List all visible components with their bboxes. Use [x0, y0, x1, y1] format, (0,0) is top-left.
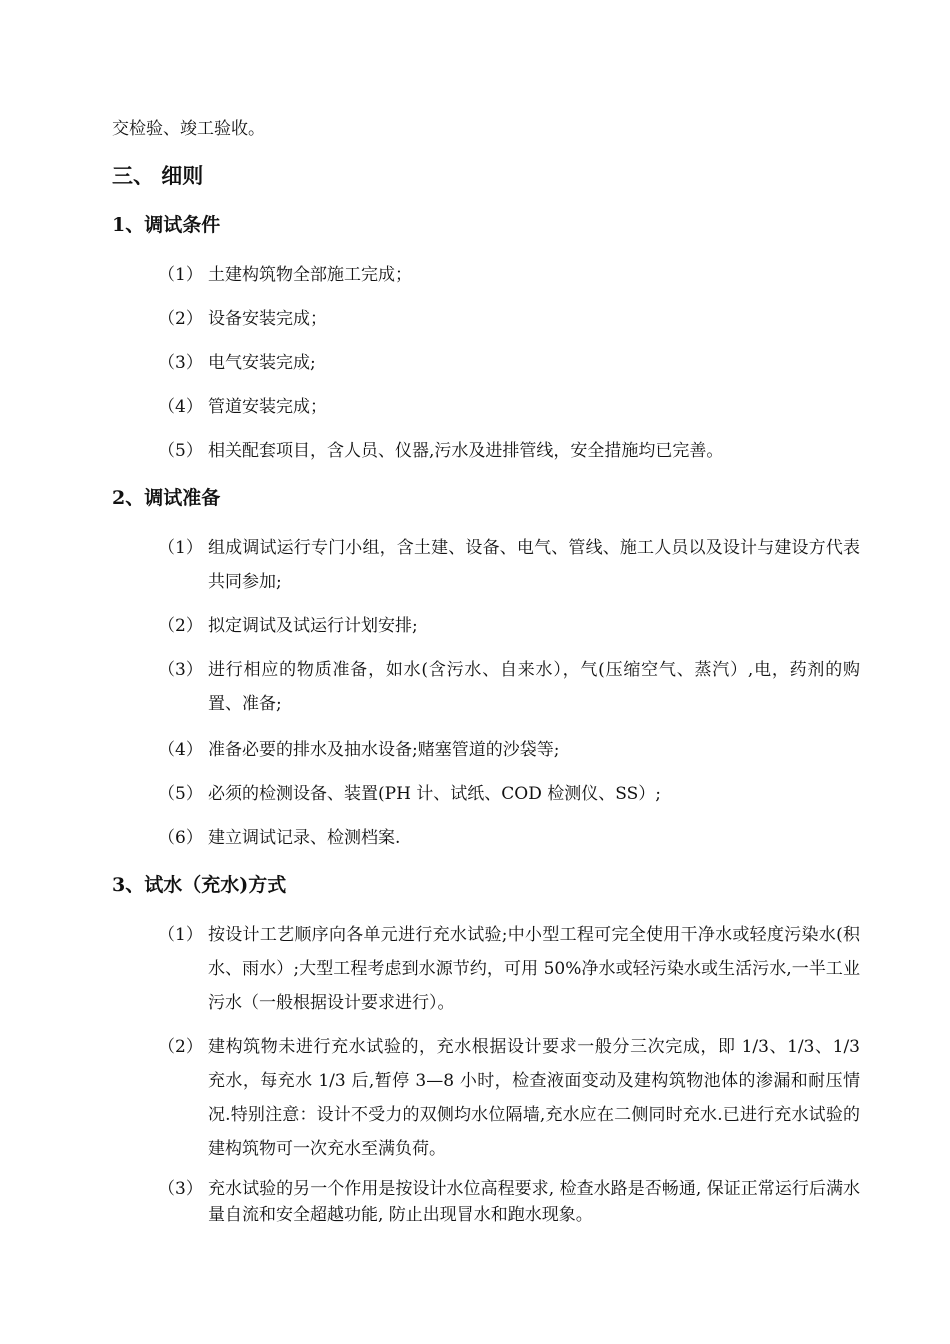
item-text: 准备必要的排水及抽水设备;赌塞管道的沙袋等;	[208, 740, 560, 760]
item-number: （6）	[158, 828, 203, 848]
list-item	[158, 434, 860, 468]
list-item	[158, 821, 860, 855]
list-item	[158, 733, 860, 767]
item-text: 建立调试记录、检测档案.	[208, 828, 401, 848]
heading-debug-preparation: 2、调试准备	[112, 487, 221, 509]
list-item	[158, 609, 860, 643]
item-number: （5）	[158, 441, 203, 461]
item-number: （1）	[158, 925, 203, 945]
item-number: （2）	[158, 616, 203, 636]
item-text: 拟定调试及试运行计划安排;	[208, 616, 418, 636]
item-number: （2）	[158, 309, 203, 329]
item-text: 电气安装完成;	[208, 353, 316, 373]
list-item	[158, 1030, 860, 1166]
item-text: 土建构筑物全部施工完成；	[208, 265, 412, 285]
item-text: 必须的检测设备、装置(PH 计、试纸、COD 检测仪、SS）;	[208, 784, 661, 804]
item-number: （3）	[158, 1179, 203, 1199]
item-number: （3）	[158, 353, 203, 373]
item-text: 组成调试运行专门小组，含土建、设备、电气、管线、施工人员以及设计与建设方代表共同参加;	[208, 538, 860, 592]
list-item	[158, 531, 860, 599]
list-item	[158, 302, 860, 336]
item-number: （3）	[158, 660, 203, 680]
list-item	[158, 918, 860, 1020]
item-text: 相关配套项目，含人员、仪器,污水及进排管线，安全措施均已完善。	[208, 441, 724, 461]
item-text: 设备安装完成；	[208, 309, 327, 329]
list-item	[158, 1176, 860, 1228]
item-number: （1）	[158, 538, 203, 558]
item-number: （2）	[158, 1037, 203, 1057]
heading-debug-conditions: 1、调试条件	[112, 214, 221, 236]
item-number: （4）	[158, 397, 203, 417]
item-text: 管道安装完成；	[208, 397, 327, 417]
list-item	[158, 777, 860, 811]
item-text: 进行相应的物质准备，如水(含污水、自来水），气(压缩空气、蒸汽）,电，药剂的购置、准备;	[208, 660, 860, 714]
item-number: （5）	[158, 784, 203, 804]
item-number: （4）	[158, 740, 203, 760]
item-text: 按设计工艺顺序向各单元进行充水试验;中小型工程可完全使用干净水或轻度污染水(积水、雨水）;大型工程考虑到水源节约，可用 50%净水或轻污染水或生活污水,一半工业污水（一般根据设计要求进行）。	[208, 925, 860, 1013]
item-number: （1）	[158, 265, 203, 285]
section-title: 三、 细则	[112, 163, 204, 188]
heading-water-test-method: 3、试水（充水)方式	[112, 874, 287, 896]
item-text: 建构筑物未进行充水试验的，充水根据设计要求一般分三次完成，即 1/3、1/3、1/3 充水，每充水 1/3 后,暂停 3—8 小时，检查液面变动及建构筑物池体的渗漏和耐压情况.特别注意：设计不受力的双侧均水位隔墙,充水应在二侧同时充水.已进行充水试验的建构筑物可一次充水至满负荷。	[208, 1037, 860, 1159]
intro-tail-text: 交检验、竣工验收。	[112, 119, 265, 139]
list-item	[158, 653, 860, 721]
list-item	[158, 346, 860, 380]
list-item	[158, 390, 860, 424]
list-item	[158, 258, 860, 292]
item-text: 充水试验的另一个作用是按设计水位高程要求, 检查水路是否畅通, 保证正常运行后满水量自流和安全超越功能, 防止出现冒水和跑水现象。	[208, 1179, 860, 1225]
